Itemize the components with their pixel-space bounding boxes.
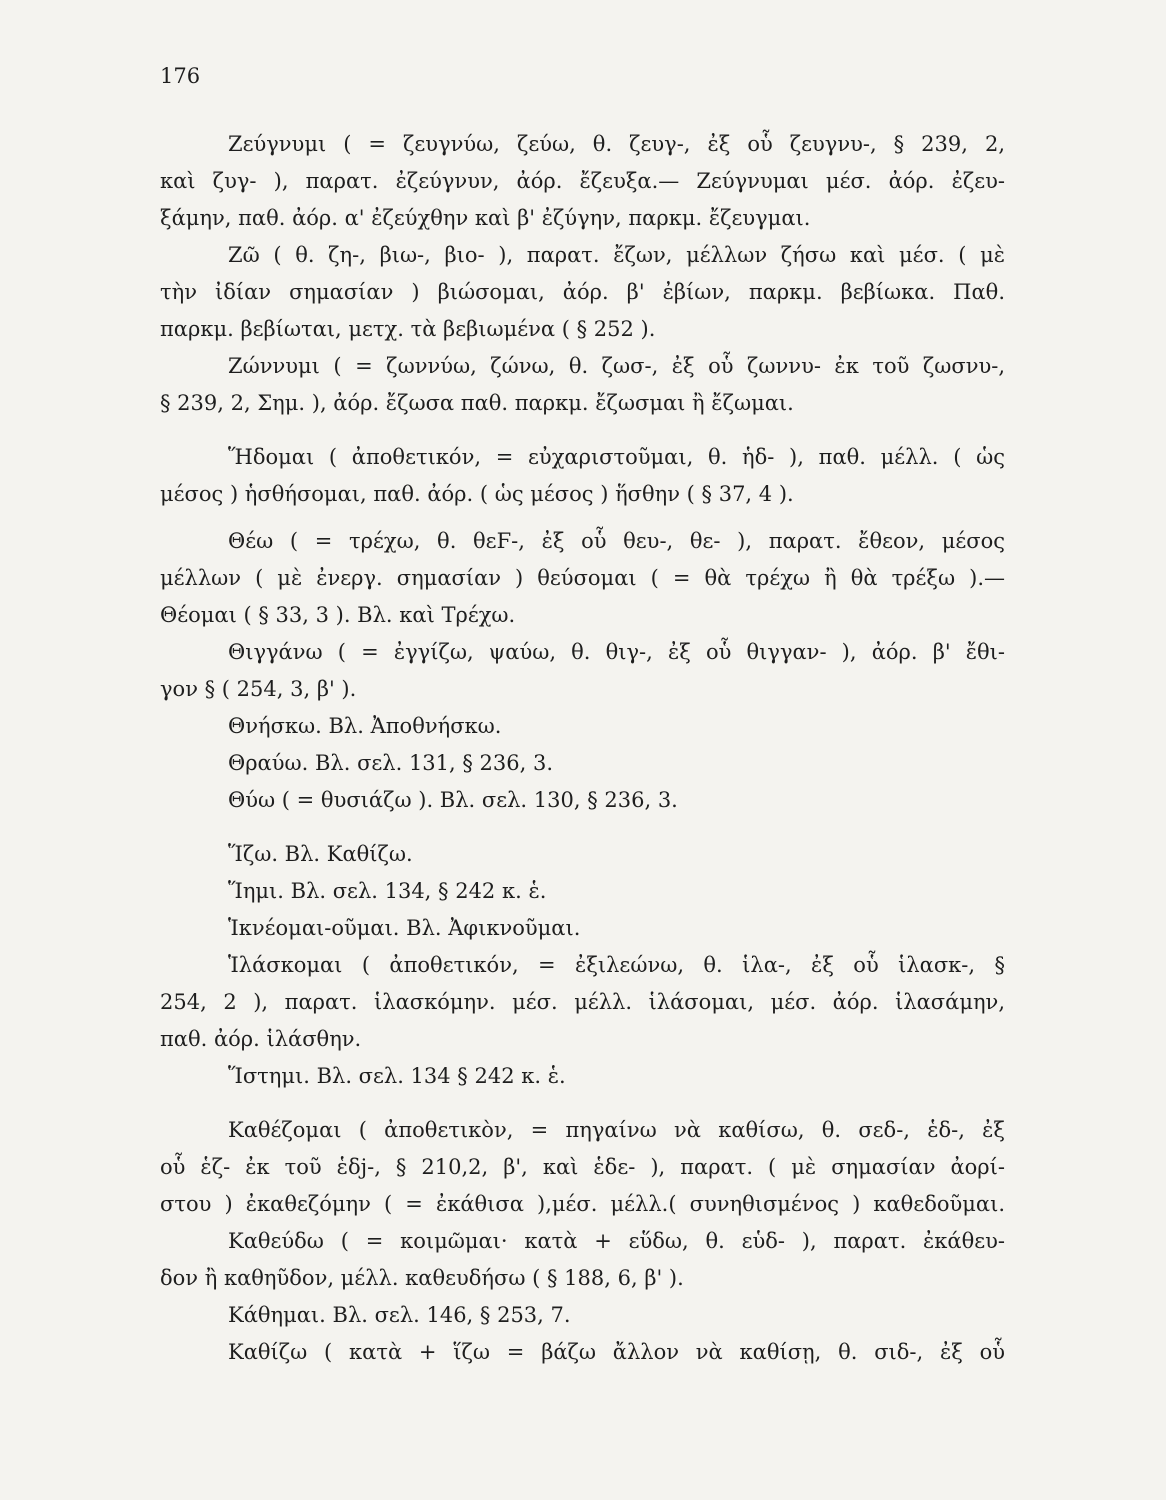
text-line: Κάθημαι. Βλ. σελ. 146, § 253, 7.	[228, 1303, 571, 1327]
entry-section	[160, 1112, 1005, 1371]
text-line: τὴν ἰδίαν σημασίαν ) βιώσομαι, ἀόρ. β' ἐβίων, παρκμ. βεβίωκα. Παθ.	[160, 280, 1005, 304]
text-line: Καθέζομαι ( ἀποθετικὸν, = πηγαίνω νὰ καθίσω, θ. σεδ-, ἑδ-, ἐξ	[228, 1118, 1005, 1142]
text-line: Ἵζω. Βλ. Καθίζω.	[228, 842, 413, 866]
text-line: μέλλων ( μὲ ἐνεργ. σημασίαν ) θεύσομαι ( = θὰ τρέχω ἢ θὰ τρέξω ).—	[160, 566, 1005, 590]
text-line: Ἥδομαι ( ἀποθετικόν, = εὐχαριστοῦμαι, θ. ἡδ- ), παθ. μέλλ. ( ὡς	[228, 445, 1005, 469]
text-line: μέσος ) ἡσθήσομαι, παθ. ἀόρ. ( ὡς μέσος ) ἥσθην ( § 37, 4 ).	[160, 482, 794, 506]
section-gap	[160, 422, 1005, 439]
text-line: Θιγγάνω ( = ἐγγίζω, ψαύω, θ. θιγ-, ἐξ οὗ θιγγαν- ), ἀόρ. β' ἔθι-	[228, 640, 1005, 664]
text-line: Θύω ( = θυσιάζω ). Βλ. σελ. 130, § 236, 3.	[228, 788, 678, 812]
text-line: § 239, 2, Σημ. ), ἀόρ. ἔζωσα παθ. παρκμ. ἔζωσμαι ἢ ἔζωμαι.	[160, 391, 794, 415]
page-number: 176	[160, 64, 201, 88]
text-line: 254, 2 ), παρατ. ἱλασκόμην. μέσ. μέλλ. ἱλάσομαι, μέσ. ἀόρ. ἱλασάμην,	[160, 990, 1005, 1014]
text-line: Ἵημι. Βλ. σελ. 134, § 242 κ. ἑ.	[228, 879, 547, 903]
text-line: γον § ( 254, 3, β' ).	[160, 677, 357, 701]
text-line: Θέω ( = τρέχω, θ. θεϜ-, ἐξ οὗ θευ-, θε- ), παρατ. ἔθεον, μέσος	[228, 529, 1005, 553]
text-line: Θνήσκω. Βλ. Ἀποθνήσκω.	[228, 714, 502, 738]
text-line: Καθίζω ( κατὰ + ἵζω = βάζω ἄλλον νὰ καθίσῃ, θ. σιδ-, ἐξ οὗ	[228, 1340, 1005, 1364]
text-line: Ἵστημι. Βλ. σελ. 134 § 242 κ. ἑ.	[228, 1064, 566, 1088]
text-line: στου ) ἐκαθεζόμην ( = ἐκάθισα ),μέσ. μέλλ.( συνηθισμένος ) καθεδοῦμαι.	[160, 1192, 1005, 1216]
text-line: παθ. ἀόρ. ἱλάσθην.	[160, 1027, 362, 1051]
section-gap	[160, 513, 1005, 523]
entry-section	[160, 126, 1005, 422]
entry-section	[160, 523, 1005, 819]
entry-section	[160, 836, 1005, 1095]
text-line: οὗ ἑζ- ἐκ τοῦ ἑδj-, § 210,2, β', καὶ ἑδε- ), παρατ. ( μὲ σημασίαν ἀορί-	[160, 1155, 1005, 1179]
section-gap	[160, 819, 1005, 836]
text-line: Ἱκνέομαι-οῦμαι. Βλ. Ἀφικνοῦμαι.	[228, 916, 581, 940]
text-line: παρκμ. βεβίωται, μετχ. τὰ βεβιωμένα ( § 252 ).	[160, 317, 656, 341]
text-line: Ζώννυμι ( = ζωννύω, ζώνω, θ. ζωσ-, ἐξ οὗ ζωννυ- ἐκ τοῦ ζωσνυ-,	[228, 354, 1005, 378]
text-line: καὶ ζυγ- ), παρατ. ἐζεύγνυν, ἀόρ. ἔζευξα.— Ζεύγνυμαι μέσ. ἀόρ. ἐζευ-	[160, 169, 1005, 193]
dictionary-text	[160, 126, 1005, 1371]
text-line: Θραύω. Βλ. σελ. 131, § 236, 3.	[228, 751, 554, 775]
text-line: δον ἢ καθηῦδον, μέλλ. καθευδήσω ( § 188, 6, β' ).	[160, 1266, 684, 1290]
entry-section	[160, 439, 1005, 513]
text-line: ξάμην, παθ. ἀόρ. α' ἐζεύχθην καὶ β' ἐζύγην, παρκμ. ἔζευγμαι.	[160, 206, 811, 230]
section-gap	[160, 1095, 1005, 1112]
text-line: Καθεύδω ( = κοιμῶμαι· κατὰ + εὕδω, θ. εὑδ- ), παρατ. ἐκάθευ-	[228, 1229, 1005, 1253]
text-line: Ζεύγνυμι ( = ζευγνύω, ζεύω, θ. ζευγ-, ἐξ οὗ ζευγνυ-, § 239, 2,	[228, 132, 1005, 156]
text-line: Ζῶ ( θ. ζη-, βιω-, βιο- ), παρατ. ἔζων, μέλλων ζήσω καὶ μέσ. ( μὲ	[228, 243, 1005, 267]
text-line: Θέομαι ( § 33, 3 ). Βλ. καὶ Τρέχω.	[160, 603, 516, 627]
text-line: Ἱλάσκομαι ( ἀποθετικόν, = ἐξιλεώνω, θ. ἱλα-, ἐξ οὗ ἱλασκ-, §	[228, 953, 1005, 977]
